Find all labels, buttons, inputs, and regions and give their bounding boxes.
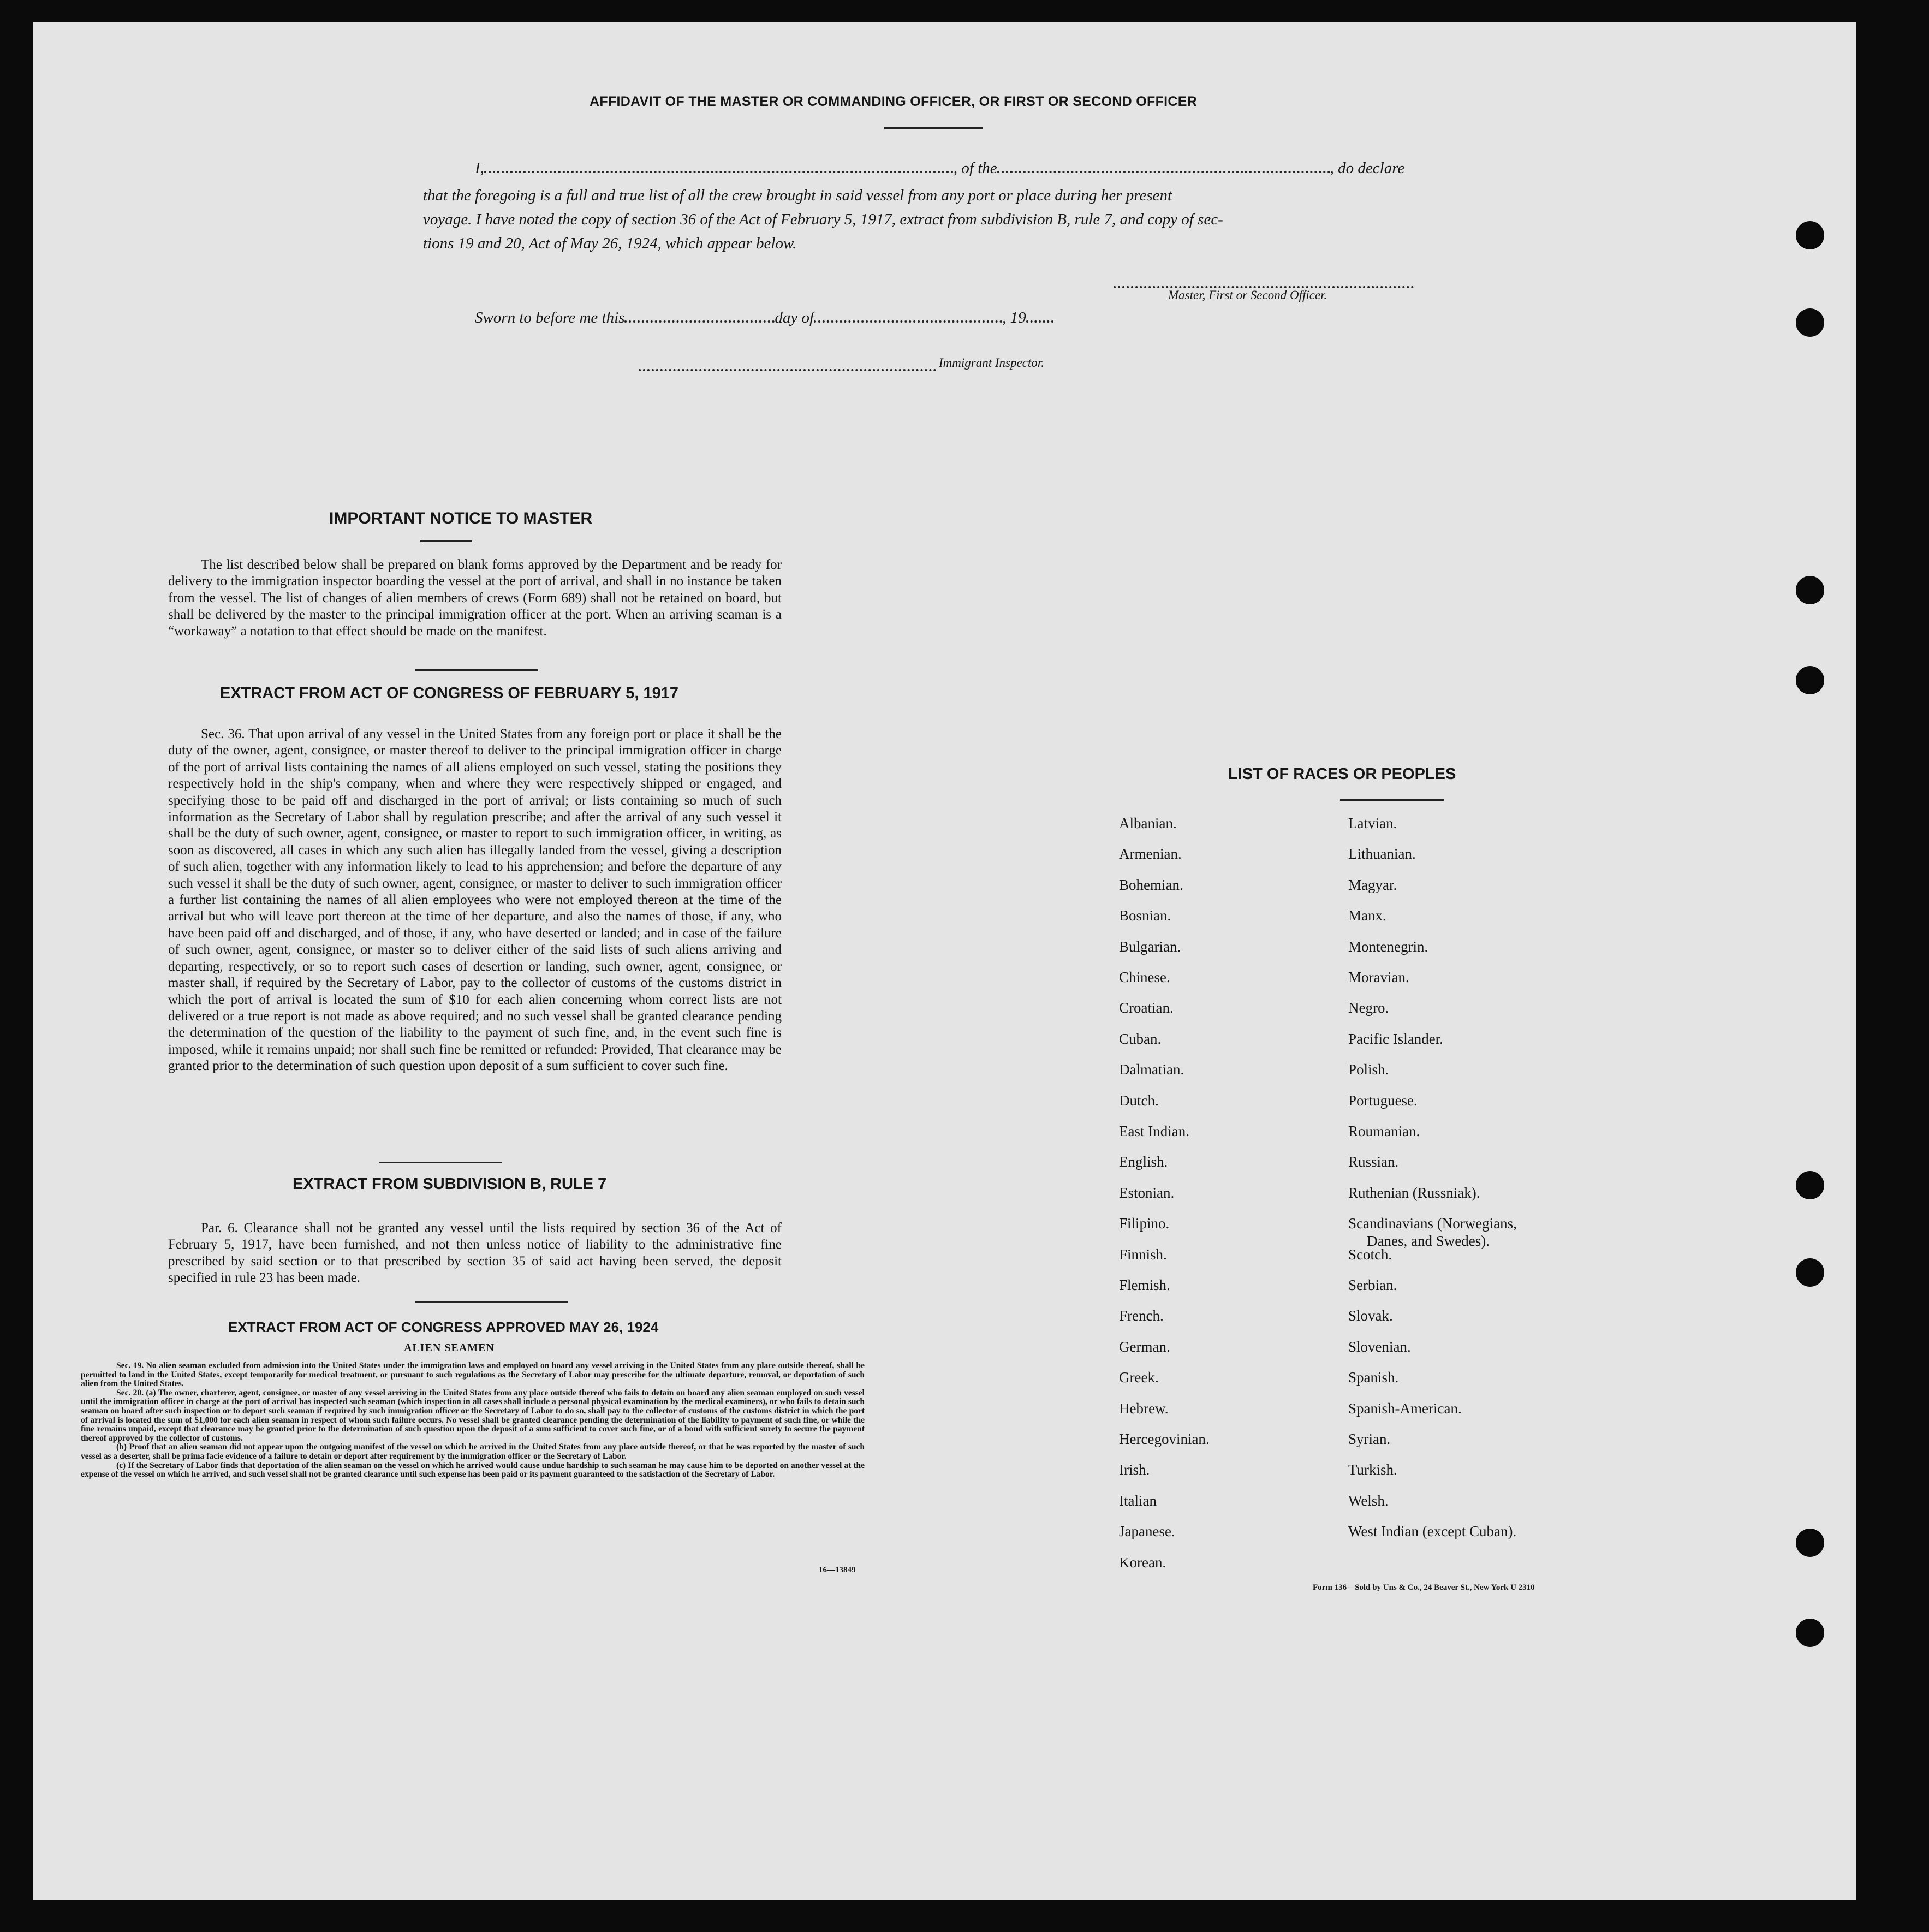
notice-heading: IMPORTANT NOTICE TO MASTER bbox=[329, 509, 593, 527]
race-item: Spanish. bbox=[1348, 1369, 1399, 1386]
race-item: Irish. bbox=[1119, 1461, 1150, 1478]
affidavit-i-label: I, bbox=[475, 159, 484, 177]
race-item: Estonian. bbox=[1119, 1184, 1175, 1201]
affidavit-body-line: tions 19 and 20, Act of May 26, 1924, which appear below. bbox=[423, 235, 797, 252]
act-1917-text: Sec. 36. That upon arrival of any vessel in the United States from any foreign port or place it shall be the duty of the owner, agent, consignee, or master thereof to deliver to the principal immigration officer in charge of the port of arrival lists containing the names of all aliens employed on such vessel, stating the positions they respectively hold in the ship's company, when and where they were respectively shipped or engaged, and specifying those to be paid off and discharged in the port of arrival; or lists containing so much of such information as the Secretary of Labor shall by regulation prescribe; and after the arrival of any such vessel it shall be the duty of such owner, agent, consignee, or master to report to such immigration officer, in writing, as soon as discovered, all cases in which any such alien has illegally landed from the vessel, giving a description of such alien, together with any information likely to lead to his apprehension; and before the departure of any such vessel it shall be the duty of such owner, agent, consignee, or master to deliver to such immigration officer a further list containing the names of all alien employees who were not employed thereon at the time of the arrival but who will leave port thereon at the time of her departure, and also the names of those, if any, who have been paid off and discharged, and of those, if any, who have deserted or landed; and in case of the failure of such owner, agent, consignee, or master so to deliver either of the said lists of such aliens arriving and departing, respectively, or so to report such cases of desertion or landing, such owner, agent, consignee, or master shall, if required by the Secretary of Labor, pay to the collector of customs of the customs district in which the port of arrival is located the sum of $10 for each alien concerning whom correct lists are not delivered or a true report is not made as above required; and no such vessel shall be granted clearance pending the determination of the question of the liability to the payment of such fine, and, in the event such fine is imposed, while it remains unpaid; nor shall such fine be remitted or refunded: Provided, That clearance may be granted prior to the determination of such question upon deposit of a sum sufficient to cover such fine. bbox=[168, 727, 782, 1074]
section-divider bbox=[379, 1162, 502, 1163]
sworn-year-blank[interactable] bbox=[1026, 320, 1053, 323]
race-item: Armenian. bbox=[1119, 846, 1182, 863]
race-item: Welsh. bbox=[1348, 1492, 1389, 1509]
rule-7-text: Par. 6. Clearance shall not be granted any vessel until the lists required by section 36 of the Act of February 5, 1917, have been furnished, and not then unless notice of liability to the administrative fine prescribed by said section or to that prescribed by section 35 of said act having been served, the deposit specified in rule 23 has been made. bbox=[168, 1221, 782, 1286]
race-item: Albanian. bbox=[1119, 815, 1177, 831]
inspector-signature-line[interactable] bbox=[639, 367, 936, 371]
affidavit-body bbox=[423, 183, 1444, 255]
race-item: Bulgarian. bbox=[1119, 938, 1181, 955]
punch-hole-icon bbox=[1796, 1171, 1824, 1199]
section-divider bbox=[415, 669, 538, 671]
race-item: Turkish. bbox=[1348, 1461, 1397, 1478]
race-item: Scotch. bbox=[1348, 1246, 1392, 1263]
punch-hole-icon bbox=[1796, 308, 1824, 337]
race-item: Polish. bbox=[1348, 1061, 1389, 1078]
race-item: Magyar. bbox=[1348, 876, 1397, 893]
race-item: Serbian. bbox=[1348, 1277, 1397, 1293]
races-heading: LIST OF RACES OR PEOPLES bbox=[1228, 765, 1456, 783]
sec-20a-text: Sec. 20. (a) The owner, charterer, agent, consignee, or master of any vessel arriving in the United States from any place outside thereof who fails to detain on board any alien seaman employed on such vessel until the immigration officer in charge at the port of arrival has inspected such seaman (which inspection in all cases shall include a personal physical examination by the medical examiners), or who fails to detain such seaman on board after such inspection or to deport such seaman if required by such immigration officer or the Secretary of Labor to do so, shall pay to the collector of customs of the customs district in which the port of arrival is located the sum of $1,000 for each alien seaman in respect of whom such failure occurs. No vessel shall be granted clearance pending the determination of the liability to payment of such fine, or while the fine remains unpaid, except that clearance may be granted prior to the determination of such question upon the deposit of a sum sufficient to cover such fine, or of a bond with sufficient surety to secure the payment thereof approved by the collector of customs. bbox=[81, 1388, 865, 1443]
sec-20b-text: (b) Proof that an alien seaman did not appear upon the outgoing manifest of the vessel on which he arrived in the United States from any place outside thereof, or that he was reported by the master of such vessel as a deserter, shall be prima facie evidence of a failure to detain or deport after requirement by the immigration officer or the Secretary of Labor. bbox=[81, 1442, 865, 1461]
affidavit-body-line: voyage. I have noted the copy of section 36 of the Act of February 5, 1917, extract from subdivision B, rule 7, and copy of sec- bbox=[423, 211, 1223, 228]
punch-hole-icon bbox=[1796, 1619, 1824, 1647]
punch-hole-icon bbox=[1796, 1529, 1824, 1557]
day-of-label: day of bbox=[775, 309, 814, 326]
sworn-month-blank[interactable] bbox=[814, 320, 1002, 323]
act-1924-heading: EXTRACT FROM ACT OF CONGRESS APPROVED MAY 26, 1924 bbox=[228, 1319, 659, 1335]
race-item: German. bbox=[1119, 1338, 1170, 1355]
race-item: Flemish. bbox=[1119, 1277, 1170, 1293]
race-item: Dutch. bbox=[1119, 1092, 1159, 1109]
punch-hole-icon bbox=[1796, 666, 1824, 694]
act-1924-text bbox=[81, 1362, 865, 1479]
notice-text: The list described below shall be prepared on blank forms approved by the Department and be ready for delivery to the immigration inspector boarding the vessel at the port of arrival, and shall in no instance be taken from the vessel. The list of changes of alien members of crews (Form 689) shall not be retained on board, but shall be delivered by the master to the principal immigration officer at the port. When an arriving seaman is a “workaway” a notation to that effect should be made on the manifest. bbox=[168, 557, 782, 639]
signature-line[interactable] bbox=[1114, 284, 1414, 288]
race-item: Russian. bbox=[1348, 1154, 1399, 1170]
race-item: Syrian. bbox=[1348, 1431, 1391, 1447]
punch-hole-icon bbox=[1796, 576, 1824, 604]
race-item: Finnish. bbox=[1119, 1246, 1167, 1263]
inspector-caption: Immigrant Inspector. bbox=[939, 356, 1044, 370]
race-item: Slovenian. bbox=[1348, 1338, 1411, 1355]
race-item: Hebrew. bbox=[1119, 1400, 1169, 1417]
race-item: Korean. bbox=[1119, 1554, 1166, 1571]
race-item: Chinese. bbox=[1119, 969, 1170, 985]
race-item: Danes, and Swedes). bbox=[1367, 1233, 1490, 1250]
section-divider bbox=[415, 1301, 568, 1303]
race-item: Bosnian. bbox=[1119, 907, 1171, 924]
affidavit-body-line: that the foregoing is a full and true list of all the crew brought in said vessel from any port or place during her present bbox=[423, 187, 1172, 204]
race-item: French. bbox=[1119, 1307, 1164, 1324]
do-declare-label: , do declare bbox=[1330, 159, 1405, 177]
heading-underline bbox=[884, 127, 983, 129]
race-item: Portuguese. bbox=[1348, 1092, 1418, 1109]
race-item: Italian bbox=[1119, 1492, 1157, 1509]
heading-underline bbox=[420, 540, 472, 542]
race-item: Moravian. bbox=[1348, 969, 1409, 985]
race-item: Pacific Islander. bbox=[1348, 1030, 1443, 1047]
sworn-day-blank[interactable] bbox=[624, 320, 775, 323]
race-item: Lithuanian. bbox=[1348, 846, 1416, 863]
act-1917-heading: EXTRACT FROM ACT OF CONGRESS OF FEBRUARY 5, 1917 bbox=[220, 685, 679, 702]
heading-underline bbox=[1340, 799, 1444, 801]
alien-seamen-subheading: ALIEN SEAMEN bbox=[404, 1342, 495, 1354]
vessel-blank[interactable] bbox=[997, 171, 1330, 173]
print-code: 16—13849 bbox=[819, 1566, 856, 1574]
race-item: Scandinavians (Norwegians, bbox=[1348, 1215, 1517, 1232]
race-item: Manx. bbox=[1348, 907, 1386, 924]
race-item: Hercegovinian. bbox=[1119, 1431, 1210, 1447]
year-label: , 19 bbox=[1002, 309, 1026, 326]
sworn-label: Sworn to before me this bbox=[475, 309, 625, 326]
race-item: Negro. bbox=[1348, 1000, 1389, 1016]
race-item: East Indian. bbox=[1119, 1123, 1189, 1139]
race-item: Filipino. bbox=[1119, 1215, 1170, 1232]
race-item: Japanese. bbox=[1119, 1523, 1175, 1540]
sworn-line bbox=[475, 309, 1053, 327]
race-item: Ruthenian (Russniak). bbox=[1348, 1184, 1480, 1201]
of-the-label: , of the bbox=[953, 159, 997, 177]
race-item: Greek. bbox=[1119, 1369, 1159, 1386]
affidavit-line-1 bbox=[475, 159, 1441, 177]
race-item: Bohemian. bbox=[1119, 876, 1183, 893]
race-item: West Indian (except Cuban). bbox=[1348, 1523, 1517, 1540]
race-item: Croatian. bbox=[1119, 1000, 1174, 1016]
punch-hole-icon bbox=[1796, 1258, 1824, 1287]
race-item: English. bbox=[1119, 1154, 1168, 1170]
race-item: Dalmatian. bbox=[1119, 1061, 1184, 1078]
race-item: Montenegrin. bbox=[1348, 938, 1428, 955]
race-item: Slovak. bbox=[1348, 1307, 1393, 1324]
sec-19-text: Sec. 19. No alien seaman excluded from admission into the United States under the immigration laws and employed on board any vessel arriving in the United States from any place outside thereof, shall be permitted to land in the United States, except temporarily for medical treatment, or pursuant to such regulations as the Secretary of Labor may prescribe for the ultimate departure, removal, or deportation of such alien from the United States. bbox=[81, 1361, 865, 1389]
rule-7-heading: EXTRACT FROM SUBDIVISION B, RULE 7 bbox=[293, 1175, 607, 1193]
sec-20c-text: (c) If the Secretary of Labor finds that deportation of the alien seaman on the vessel on which he arrived would cause undue hardship to such seaman he may cause him to be deported on another vessel at the expense of the vessel on which he arrived, and such vessel shall not be granted clearance until such expense has been paid or its payment guaranteed to the satisfaction of the Secretary of Labor. bbox=[81, 1460, 865, 1479]
name-blank[interactable] bbox=[484, 171, 954, 173]
punch-hole-icon bbox=[1796, 221, 1824, 249]
race-item: Spanish-American. bbox=[1348, 1400, 1462, 1417]
affidavit-heading: AFFIDAVIT OF THE MASTER OR COMMANDING OFFICER, OR FIRST OR SECOND OFFICER bbox=[590, 94, 1198, 109]
form-note: Form 136—Sold by Uns & Co., 24 Beaver St., New York U 2310 bbox=[1313, 1583, 1535, 1592]
race-item: Roumanian. bbox=[1348, 1123, 1420, 1139]
race-item: Latvian. bbox=[1348, 815, 1397, 831]
race-item: Cuban. bbox=[1119, 1030, 1162, 1047]
signature-caption: Master, First or Second Officer. bbox=[1168, 288, 1327, 302]
